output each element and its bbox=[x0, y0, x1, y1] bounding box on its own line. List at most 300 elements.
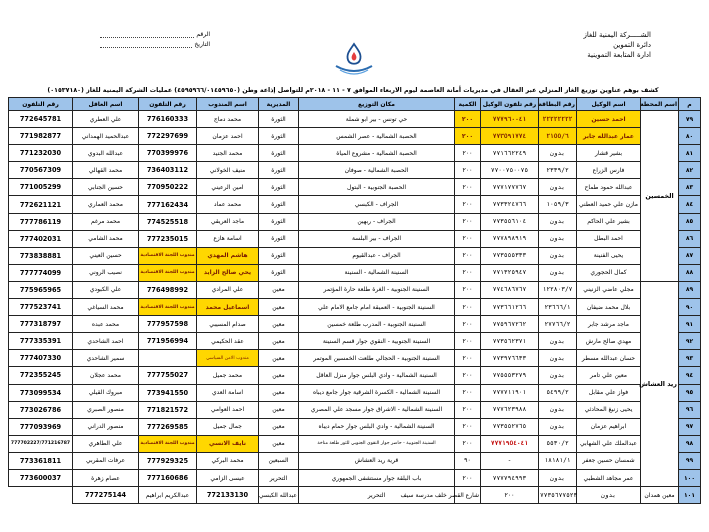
table-row bbox=[9, 264, 701, 281]
row-number: ٨٨ bbox=[679, 264, 701, 281]
akel-name: محمد عبده bbox=[73, 316, 139, 333]
ref-label: الرقم bbox=[196, 31, 210, 38]
col-header: رقم التلفون bbox=[139, 98, 197, 111]
distribution-place: السنينة الجنوبية - المدرب طلعة خمسين bbox=[299, 316, 455, 333]
akel-name: عبدالحميد الهمداني bbox=[73, 128, 139, 145]
organization-header bbox=[531, 30, 651, 60]
distribution-place: الحصبة الشمالية - مشروع المياة bbox=[299, 145, 455, 162]
row-number: ٨٤ bbox=[679, 196, 701, 213]
row-number: ٩٢ bbox=[679, 333, 701, 350]
district: الثورة bbox=[259, 162, 299, 179]
akel-name: علي الكبودي bbox=[73, 281, 139, 298]
col-header: اسم العاقل bbox=[73, 98, 139, 111]
card-number: بدون bbox=[539, 401, 577, 418]
representative-name: يحي صالح الزايد bbox=[197, 264, 259, 281]
row-number: ١٠٠ bbox=[679, 469, 701, 486]
district: معين bbox=[259, 384, 299, 401]
table-row bbox=[9, 213, 701, 230]
row-number: ٩٠ bbox=[679, 299, 701, 316]
agent-name: كمال الحجوري bbox=[577, 264, 641, 281]
agent-phone: ٧٧٣٥٩١٧٧٤ bbox=[481, 128, 539, 145]
row-number: ٩٩ bbox=[679, 452, 701, 469]
row-number: ٩٤ bbox=[679, 367, 701, 384]
akel-phone: 777786119 bbox=[9, 213, 73, 230]
akel-phone: 773600037 bbox=[9, 469, 73, 486]
district: معين bbox=[259, 299, 299, 316]
representative-phone: 776160333 bbox=[139, 111, 197, 128]
agent-phone: ٧٧٣٥٥٦١٠٤ bbox=[481, 213, 539, 230]
col-header: رقم تلفون الوكيل bbox=[481, 98, 539, 111]
col-header: م bbox=[679, 98, 701, 111]
table-row bbox=[9, 401, 701, 418]
akel-phone: 777402031 bbox=[9, 230, 73, 247]
card-number: ٢٣٣٩/٢ bbox=[539, 162, 577, 179]
representative-phone: 777162434 bbox=[139, 196, 197, 213]
col-header: مكان التوزيع bbox=[299, 98, 455, 111]
agent-name: بشير علي الحاكم bbox=[577, 213, 641, 230]
card-number: ٢٧٧٦٦/٢ bbox=[539, 316, 577, 333]
table-row bbox=[9, 350, 701, 367]
agent-phone: ٧٧٣٦٦١٢٦٦ bbox=[481, 299, 539, 316]
representative-name: امين الرعيني bbox=[197, 179, 259, 196]
representative-name: اسامة هازع bbox=[197, 230, 259, 247]
akel-name: محمد القهالي bbox=[73, 162, 139, 179]
quantity: ٢٠٠ bbox=[455, 384, 481, 401]
col-header: رقم البطاقة bbox=[539, 98, 577, 111]
agent-phone: ٧٧٥٩٦٧٢٦٢ bbox=[481, 316, 539, 333]
row-number: ٨٠ bbox=[679, 128, 701, 145]
quantity: ٢٠٠ bbox=[455, 128, 481, 145]
quantity: ٢٠٠ bbox=[455, 162, 481, 179]
akel-name: محمد الشامي bbox=[73, 230, 139, 247]
akel-phone: 777318797 bbox=[9, 316, 73, 333]
representative-phone: 773941550 bbox=[139, 384, 197, 401]
agent-name: عمار عبدالله جابر bbox=[577, 128, 641, 145]
akel-name: عرفات المقربي bbox=[73, 452, 139, 469]
agent-name: احمد حسين bbox=[577, 111, 641, 128]
quantity: ٩٠ bbox=[455, 452, 481, 469]
quantity: ٢٠٠ bbox=[455, 435, 481, 452]
card-number: بدون bbox=[539, 213, 577, 230]
org-line: ادارة المتابعة التموينية bbox=[587, 51, 651, 59]
agent-name: يحيى الفنينة bbox=[577, 247, 641, 264]
distribution-place: السنينة الشمالية - وادي البلس جوار منزل العاقل bbox=[299, 367, 455, 384]
card-number: ١٢٢٨٠٣/٧ bbox=[539, 281, 577, 298]
card-number: ١٠٥٩/٣ bbox=[539, 196, 577, 213]
representative-name: احمد العوامي bbox=[197, 401, 259, 418]
district: معين bbox=[259, 316, 299, 333]
representative-name: محمد جميل bbox=[197, 367, 259, 384]
representative-phone: مندوب اللجنة الاقتصادية bbox=[139, 264, 197, 281]
akel-phone: 777335391 bbox=[9, 333, 73, 350]
agent-phone: ٧٧٣٣٢٤٧٦٦ bbox=[481, 196, 539, 213]
row-number: ٨١ bbox=[679, 145, 701, 162]
representative-phone: 777929325 bbox=[139, 452, 197, 469]
representative-phone bbox=[139, 350, 197, 367]
row-number: ٨٥ bbox=[679, 213, 701, 230]
table-row bbox=[9, 179, 701, 196]
representative-phone: 777755027 bbox=[139, 367, 197, 384]
quantity: ٢٠٠ bbox=[455, 111, 481, 128]
table-row bbox=[9, 452, 701, 469]
reference-block bbox=[100, 30, 210, 50]
agent-phone: ٧٧٧٦٢٣٩٨٨ bbox=[481, 401, 539, 418]
district: الثورة bbox=[259, 179, 299, 196]
akel-name: مبروك القيلي bbox=[73, 384, 139, 401]
representative-name: صدام المسيبي bbox=[197, 316, 259, 333]
akel-phone: 772645781 bbox=[9, 111, 73, 128]
distribution-place: باب البلقة جوار مستشفى الجمهوري bbox=[299, 469, 455, 486]
district: الثورة bbox=[259, 196, 299, 213]
row-number: ٨٩ bbox=[679, 281, 701, 298]
akel-phone: 773361811 bbox=[9, 452, 73, 469]
table-row bbox=[9, 384, 701, 401]
col-header: الكمية bbox=[455, 98, 481, 111]
district: الثورة bbox=[259, 230, 299, 247]
representative-phone: مندوب اللجنة الاقتصادية bbox=[139, 435, 197, 452]
district: معين bbox=[259, 401, 299, 418]
representative-phone: 774525518 bbox=[139, 213, 197, 230]
agent-phone: ٧٧٧١٧٧٧٦٧ bbox=[481, 179, 539, 196]
row-number: ٩٦ bbox=[679, 401, 701, 418]
card-number: بدون bbox=[539, 264, 577, 281]
distribution-place: الجراف - عبدالقيوم bbox=[299, 247, 455, 264]
row-number: ٩٨ bbox=[679, 435, 701, 452]
document-subject: كشف بوهم عناوين توزيع الغاز المنزلي عبر العقال في مديريات أمانة العاصمة ليوم الاربعاء الموافق ٧ - ١١ - ٢٠١٨م للتواصل إذاعة وطن (٤٥٩٥٩٦٦/٠١٤٥٩٦٥٠) عمليات الشركة اليمنية للغاز (٠١٥٣٧١٨٠) bbox=[47, 87, 659, 94]
representative-phone: 771821572 bbox=[139, 401, 197, 418]
representative-name: عبدالله الكبسي bbox=[259, 487, 299, 504]
distribution-place: الحصبة الشمالية - عصر الشمس bbox=[299, 128, 455, 145]
representative-name: محمد عماد bbox=[197, 196, 259, 213]
distribution-place: الحصبة الجنوبية - البتول bbox=[299, 179, 455, 196]
representative-name: نايف الانسي bbox=[197, 435, 259, 452]
representative-name: احمد عزمان bbox=[197, 128, 259, 145]
card-number: ٢٢٢٢٢٢٢٢ bbox=[539, 111, 577, 128]
akel-name: علي العطري bbox=[73, 111, 139, 128]
representative-name: منيف الخولاني bbox=[197, 162, 259, 179]
representative-name: محمد البركي bbox=[197, 452, 259, 469]
representative-phone: 777235015 bbox=[139, 230, 197, 247]
agent-name: مهدي صالح مارش bbox=[577, 333, 641, 350]
akel-phone: 775965965 bbox=[9, 281, 73, 298]
distribution-place: الجراف - الكبسي bbox=[299, 196, 455, 213]
representative-phone: 777160686 bbox=[139, 469, 197, 486]
agent-name: معين همدان bbox=[641, 487, 679, 504]
agent-name: ابراهيم عزمان bbox=[577, 418, 641, 435]
agent-phone: ٧٧١٦٦٢٢٤٩ bbox=[481, 145, 539, 162]
date-dotted-line bbox=[100, 40, 192, 48]
agent-phone: ٧٧٣٥٦٢٣٧١ bbox=[481, 333, 539, 350]
akel-phone: 773026786 bbox=[9, 401, 73, 418]
card-number: ٢٣٦٦٦/١ bbox=[539, 299, 577, 316]
agent-phone: ٧٧٣٥٥٢٧٦٥ bbox=[481, 418, 539, 435]
district: الثورة bbox=[259, 145, 299, 162]
table-row bbox=[9, 367, 701, 384]
agent-phone: ٧٧٥٥٥٣٢٧٩ bbox=[481, 367, 539, 384]
quantity: ٢٠٠ bbox=[455, 333, 481, 350]
col-header: المديرية bbox=[259, 98, 299, 111]
table-header-row bbox=[9, 98, 701, 111]
representative-name: مندوب الامن السياسي bbox=[197, 350, 259, 367]
akel-name: حسين العيني bbox=[73, 247, 139, 264]
distribution-place: السنينة الجنوبية - النقوي جوار قسم السنينة bbox=[299, 333, 455, 350]
row-number: ٩٣ bbox=[679, 350, 701, 367]
card-number: بدون bbox=[577, 487, 641, 504]
card-number: بدون bbox=[539, 367, 577, 384]
agent-name: معين علي تامر bbox=[577, 367, 641, 384]
representative-name: عيسى الزامي bbox=[197, 469, 259, 486]
agent-name: بشير قشار bbox=[577, 145, 641, 162]
akel-name: محمد العماري bbox=[73, 196, 139, 213]
district: الثورة bbox=[259, 247, 299, 264]
representative-phone: 770950222 bbox=[139, 179, 197, 196]
akel-name: عبدالله البدوي bbox=[73, 145, 139, 162]
distribution-place: السنينة الجنوبية - حاضر جوار النقوي الجنوبي للثور طلعة مناخة bbox=[299, 435, 455, 452]
col-header: اسم المندوب bbox=[197, 98, 259, 111]
agent-name: فواز علي مقابل bbox=[577, 384, 641, 401]
distribution-place: قرية ريد العشاش bbox=[299, 452, 455, 469]
org-line: الشـــــركة اليمنية للغاز bbox=[583, 31, 651, 39]
district: التحرير bbox=[299, 487, 455, 504]
district: معين bbox=[259, 367, 299, 384]
quantity: ٢٠٠ bbox=[455, 281, 481, 298]
representative-phone: 736403112 bbox=[139, 162, 197, 179]
representative-phone: مندوب اللجنة الاقتصادية bbox=[139, 299, 197, 316]
quantity: ٢٠٠ bbox=[455, 179, 481, 196]
representative-phone: 776498992 bbox=[139, 281, 197, 298]
table-row bbox=[9, 230, 701, 247]
quantity: ٢٠٠ bbox=[455, 350, 481, 367]
station-name: الخمسين bbox=[641, 111, 679, 282]
quantity: ٢٠٠ bbox=[455, 247, 481, 264]
row-number: ٩١ bbox=[679, 316, 701, 333]
representative-name: عقد الحكيمي bbox=[197, 333, 259, 350]
quantity: ٢٠٠ bbox=[481, 487, 539, 504]
distribution-place: الجراف - ربهين bbox=[299, 213, 455, 230]
card-number: بدون bbox=[539, 230, 577, 247]
agent-name: عمر مجاهد الشطبي bbox=[577, 469, 641, 486]
card-number: بدون bbox=[539, 469, 577, 486]
quantity: ٢٠٠ bbox=[455, 230, 481, 247]
distribution-place: السنينة الجنوبية - الغرة طلعة حارة المؤتمر bbox=[299, 281, 455, 298]
distribution-place: السنينة الشمالية - الاشراق جوار مسجد علي المصري bbox=[299, 401, 455, 418]
distribution-place: الحصبة الشمالية - صوفان bbox=[299, 162, 455, 179]
table-row bbox=[9, 111, 701, 128]
akel-name: احمد الشاحدي bbox=[73, 333, 139, 350]
table-row bbox=[9, 469, 701, 486]
card-number: بدون bbox=[539, 350, 577, 367]
quantity: ٢٠٠ bbox=[455, 367, 481, 384]
table-row bbox=[9, 316, 701, 333]
akel-name: منصور الصبري bbox=[73, 401, 139, 418]
akel-phone: 770567309 bbox=[9, 162, 73, 179]
org-line: دائرة التموين bbox=[613, 41, 651, 49]
table-row bbox=[9, 128, 701, 145]
station-name: ريد العشاش bbox=[641, 281, 679, 486]
representative-name: محمد دماج bbox=[197, 111, 259, 128]
col-header: رقم التلفون bbox=[9, 98, 73, 111]
distribution-place: شارع القصر خلف مدرسة سيف bbox=[455, 487, 481, 504]
representative-name: علي المرادي bbox=[197, 281, 259, 298]
akel-name: محمد مرغم bbox=[73, 213, 139, 230]
agent-name: عبدالملك علي الشهابي bbox=[577, 435, 641, 452]
table-row bbox=[9, 299, 701, 316]
card-number: ٢١٥٥/٦ bbox=[539, 128, 577, 145]
akel-phone: 777275144 bbox=[73, 487, 139, 504]
akel-name: نصيب الروني bbox=[73, 264, 139, 281]
representative-phone: 777269585 bbox=[139, 418, 197, 435]
distribution-place: حي تونس - بير ابو شملة bbox=[299, 111, 455, 128]
akel-phone: 777774099 bbox=[9, 264, 73, 281]
row-number: ٩٥ bbox=[679, 384, 701, 401]
representative-phone: 777957598 bbox=[139, 316, 197, 333]
table-row bbox=[9, 333, 701, 350]
row-number: ٧٩ bbox=[679, 111, 701, 128]
agent-name: حسان عبدالله مسطر bbox=[577, 350, 641, 367]
akel-name: علي الطاهري bbox=[73, 435, 139, 452]
distribution-place: السنينة الشمالية - السنينة bbox=[299, 264, 455, 281]
agent-name: بلال محمد ضيفان bbox=[577, 299, 641, 316]
representative-phone: 770399976 bbox=[139, 145, 197, 162]
table-row bbox=[9, 196, 701, 213]
distribution-place: السنينة الشمالية - وادي البلس جوار حمام ديباه bbox=[299, 418, 455, 435]
agent-phone: ٧٧١٣٢٥٩٤٧ bbox=[481, 264, 539, 281]
card-number: ١٨١٨١/١ bbox=[539, 452, 577, 469]
representative-phone: 771956994 bbox=[139, 333, 197, 350]
distribution-place: الجراف - بير البلسة bbox=[299, 230, 455, 247]
agent-phone: ٧٧٣٥٥٥٣٣٣ bbox=[481, 247, 539, 264]
akel-phone: 771005299 bbox=[9, 179, 73, 196]
table-row bbox=[9, 281, 701, 298]
akel-phone: 777407330 bbox=[9, 350, 73, 367]
agent-name: فارس الزراع bbox=[577, 162, 641, 179]
distribution-place: السنينة الشمالية - الكسرة الشرقية جوار جامع ديباه bbox=[299, 384, 455, 401]
akel-phone: 777093969 bbox=[9, 418, 73, 435]
akel-name: حسين الجنابي bbox=[73, 179, 139, 196]
card-number: بدون bbox=[539, 418, 577, 435]
table-row bbox=[9, 145, 701, 162]
row-number: ٨٢ bbox=[679, 162, 701, 179]
card-number: بدون bbox=[539, 179, 577, 196]
district: معين bbox=[259, 350, 299, 367]
akel-name: عبدالكريم ابراهيم bbox=[139, 487, 197, 504]
akel-name: منصور الدراني bbox=[73, 418, 139, 435]
district: الثورة bbox=[259, 213, 299, 230]
district: السبعين bbox=[259, 452, 299, 469]
representative-name: جمال جميل bbox=[197, 418, 259, 435]
quantity: ٢٠٠ bbox=[455, 264, 481, 281]
agent-name: احمد البطل bbox=[577, 230, 641, 247]
table-row bbox=[9, 247, 701, 264]
representative-name: هاشم المهدي bbox=[197, 247, 259, 264]
row-number: ٨٧ bbox=[679, 247, 701, 264]
date-label: التاريخ bbox=[194, 41, 210, 48]
akel-name: محمد السياغي bbox=[73, 299, 139, 316]
akel-phone: 773838881 bbox=[9, 247, 73, 264]
table-body bbox=[9, 111, 701, 504]
card-number: بدون bbox=[539, 333, 577, 350]
quantity: ٢٠٠ bbox=[455, 145, 481, 162]
row-number: ٩٧ bbox=[679, 418, 701, 435]
col-header: اسم الوكيل bbox=[577, 98, 641, 111]
quantity: ٢٠٠ bbox=[455, 299, 481, 316]
agent-name: شمسان حسين جعفر bbox=[577, 452, 641, 469]
akel-name: عصام زهرة bbox=[73, 469, 139, 486]
agent-name: يحيى زنيغ المحادثي bbox=[577, 401, 641, 418]
akel-phone: 772355245 bbox=[9, 367, 73, 384]
agent-phone: ٧٧٠٠٧٥٠٠٧٥ bbox=[481, 162, 539, 179]
district: معين bbox=[259, 281, 299, 298]
agent-phone: ٧٧٧٨٩٨٩١٩ bbox=[481, 230, 539, 247]
agent-phone: ٧٧٣٥٦٧٧٥٢٣ bbox=[539, 487, 577, 504]
district: الثورة bbox=[259, 264, 299, 281]
agent-phone: ٧٧٧٧٩٤٩٩٣ bbox=[481, 469, 539, 486]
row-number: ٨٣ bbox=[679, 179, 701, 196]
akel-phone: 771232030 bbox=[9, 145, 73, 162]
card-number: ٥٤٩٩/٢ bbox=[539, 384, 577, 401]
distribution-place: السنينة الجنوبية - العميقة امام جامع الامام علي bbox=[299, 299, 455, 316]
agent-name: عبدالله حمود طماح bbox=[577, 179, 641, 196]
representative-phone: 772297699 bbox=[139, 128, 197, 145]
card-number: بدون bbox=[539, 145, 577, 162]
agent-name: ماجد مرشد جابر bbox=[577, 316, 641, 333]
representative-phone: 772133130 bbox=[197, 487, 259, 504]
representative-name: محمد الجنيد bbox=[197, 145, 259, 162]
akel-phone: 773099534 bbox=[9, 384, 73, 401]
ref-dotted-line bbox=[100, 30, 194, 38]
quantity: ٢٠٠ bbox=[455, 316, 481, 333]
company-logo bbox=[330, 40, 378, 80]
col-header: اسم المحطة bbox=[641, 98, 679, 111]
agent-phone: ٧٧٣٩٧٦٦٣٣ bbox=[481, 350, 539, 367]
quantity: ٢٠٠ bbox=[455, 418, 481, 435]
distribution-table bbox=[8, 97, 701, 504]
district: الثورة bbox=[259, 111, 299, 128]
akel-phone: 772621121 bbox=[9, 196, 73, 213]
table-row bbox=[9, 418, 701, 435]
agent-phone: ٧٧٧٧١١٩٠١ bbox=[481, 384, 539, 401]
district: معين bbox=[259, 435, 299, 452]
representative-name: اسامة العدي bbox=[197, 384, 259, 401]
representative-name: ماجد العريقي bbox=[197, 213, 259, 230]
akel-phone: 777523741 bbox=[9, 299, 73, 316]
district: معين bbox=[259, 333, 299, 350]
agent-name: مازن علي حميد العطني bbox=[577, 196, 641, 213]
district: التحرير bbox=[259, 469, 299, 486]
table-row bbox=[9, 435, 701, 452]
quantity: ٢٠٠ bbox=[455, 469, 481, 486]
quantity: ٢٠٠ bbox=[455, 401, 481, 418]
akel-phone: 771982877 bbox=[9, 128, 73, 145]
agent-phone: ٧٧٤٦٨٦٧٦٧ bbox=[481, 281, 539, 298]
distribution-place: السنينة الجنوبية - الحجالي طلعت الخمسين الموتمر bbox=[299, 350, 455, 367]
agent-phone: ٧٧٧٩٦٠٠٤١ bbox=[481, 111, 539, 128]
district: الثورة bbox=[259, 128, 299, 145]
table-row bbox=[9, 487, 701, 504]
row-number: ١٠١ bbox=[679, 487, 701, 504]
akel-phone: 777702227/771216787 bbox=[9, 435, 73, 452]
row-number: ٨٦ bbox=[679, 230, 701, 247]
quantity: ٢٠٠ bbox=[455, 213, 481, 230]
agent-phone: ٧٧٧١٩٥٤٠٤١ bbox=[481, 435, 539, 452]
representative-phone: مندوب اللجنة الاقتصادية bbox=[139, 247, 197, 264]
agent-phone: - bbox=[481, 452, 539, 469]
card-number: ٥٥٣٠/٢ bbox=[539, 435, 577, 452]
akel-name: محمد عجلان bbox=[73, 367, 139, 384]
table-row bbox=[9, 162, 701, 179]
representative-name: اسماعيل محمد bbox=[197, 299, 259, 316]
agent-name: مجلي عاضي الزنيني bbox=[577, 281, 641, 298]
